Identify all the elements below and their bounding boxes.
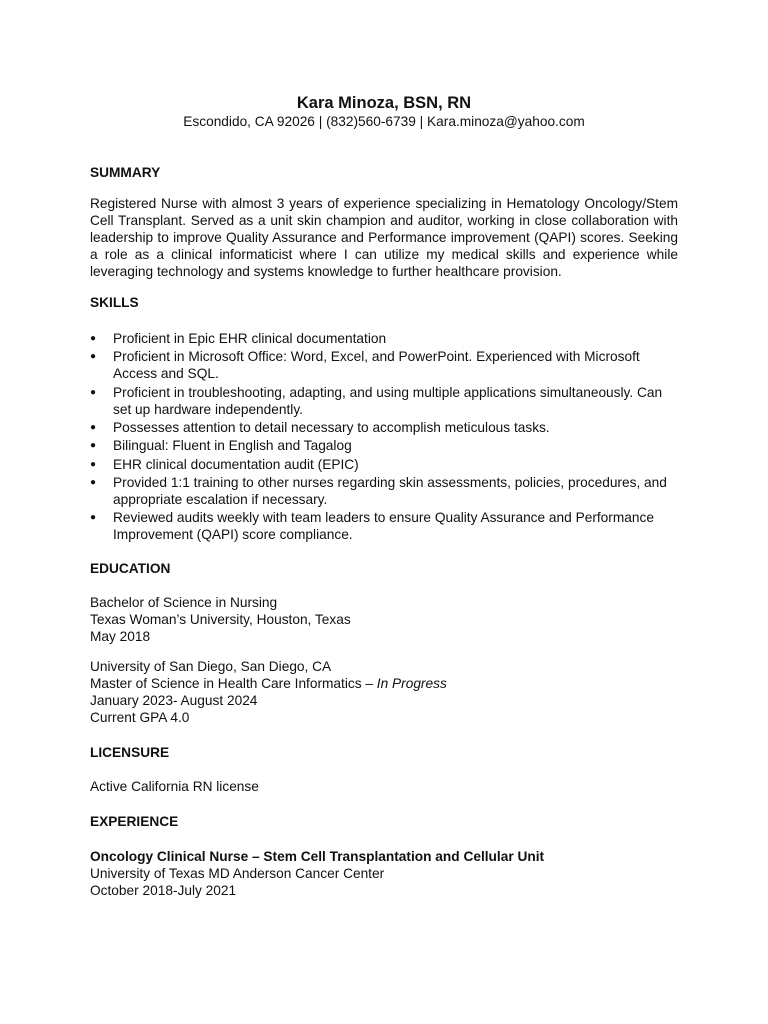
licensure-heading: LICENSURE <box>90 745 170 760</box>
licensure-text: Active California RN license <box>90 779 259 794</box>
education-school: University of San Diego, San Diego, CA <box>90 659 332 674</box>
education-degree-line <box>90 675 678 692</box>
bullet-icon: ● <box>90 351 97 363</box>
education-degree: Master of Science in Health Care Informatics – <box>90 676 377 692</box>
experience-job <box>90 848 678 899</box>
education-date: January 2023- August 2024 <box>90 693 258 709</box>
experience-heading: EXPERIENCE <box>90 814 179 829</box>
summary-heading: SUMMARY <box>90 165 161 180</box>
job-employer: University of Texas MD Anderson Cancer Center <box>90 866 385 882</box>
job-title: Oncology Clinical Nurse – Stem Cell Transplantation and Cellular Unit <box>90 849 545 864</box>
skills-list <box>90 330 678 543</box>
skill-item: ● Provided 1:1 training to other nurses regarding skin assessments, policies, procedures, and appropriate escalation if necessary. <box>90 474 667 507</box>
education-degree: Bachelor of Science in Nursing <box>90 595 278 610</box>
bullet-icon: ● <box>90 333 97 344</box>
bullet-icon: ● <box>90 386 97 398</box>
education-status: In Progress <box>376 676 447 692</box>
bullet-icon: ● <box>90 512 97 524</box>
skill-item: ● Possesses attention to detail necessary to accomplish meticulous tasks. <box>90 420 550 436</box>
education-heading: EDUCATION <box>90 561 171 576</box>
skill-item: ● EHR clinical documentation audit (EPIC) <box>90 456 359 472</box>
job-dates: October 2018-July 2021 <box>90 883 237 899</box>
candidate-name: Kara Minoza, BSN, RN <box>296 94 472 112</box>
skill-item: ● Proficient in Epic EHR clinical documentation <box>90 331 387 346</box>
bullet-icon: ● <box>90 440 97 452</box>
skill-item: ● Bilingual: Fluent in English and Tagalog <box>90 438 352 454</box>
education-entry-2 <box>90 658 678 726</box>
skills-heading: SKILLS <box>90 295 139 310</box>
education-date: May 2018 <box>90 629 151 645</box>
bullet-icon: ● <box>90 422 97 434</box>
skill-item: ● Reviewed audits weekly with team leaders to ensure Quality Assurance and Performance Improvement (QAPI) score compliance. <box>90 510 654 543</box>
bullet-icon: ● <box>90 476 97 488</box>
summary-text: Registered Nurse with almost 3 years of experience specializing in Hematology Oncology/Stem Cell Transplant. Served as a unit skin champion and auditor, working in close collaboration with leadership to improve Quality Assurance and Performance improvement (QAPI) scores. Seeking a role as a clinical informaticist where I can utilize my medical skills and experience while leveraging technology and systems knowledge to further healthcare provision. <box>90 196 678 280</box>
bullet-icon: ● <box>90 458 97 470</box>
education-entry-1 <box>90 594 678 645</box>
skill-item: ● Proficient in troubleshooting, adapting, and using multiple applications simultaneously. Can set up hardware independently. <box>90 384 663 417</box>
contact-line: Escondido, CA 92026 | (832)560-6739 | Kara.minoza@yahoo.com <box>183 114 585 129</box>
skill-item: ● Proficient in Microsoft Office: Word, Excel, and PowerPoint. Experienced with Microsoft Access and SQL. <box>90 349 640 382</box>
skills-section <box>90 330 678 545</box>
education-gpa: Current GPA 4.0 <box>90 710 190 726</box>
education-school: Texas Woman’s University, Houston, Texas <box>90 612 351 628</box>
